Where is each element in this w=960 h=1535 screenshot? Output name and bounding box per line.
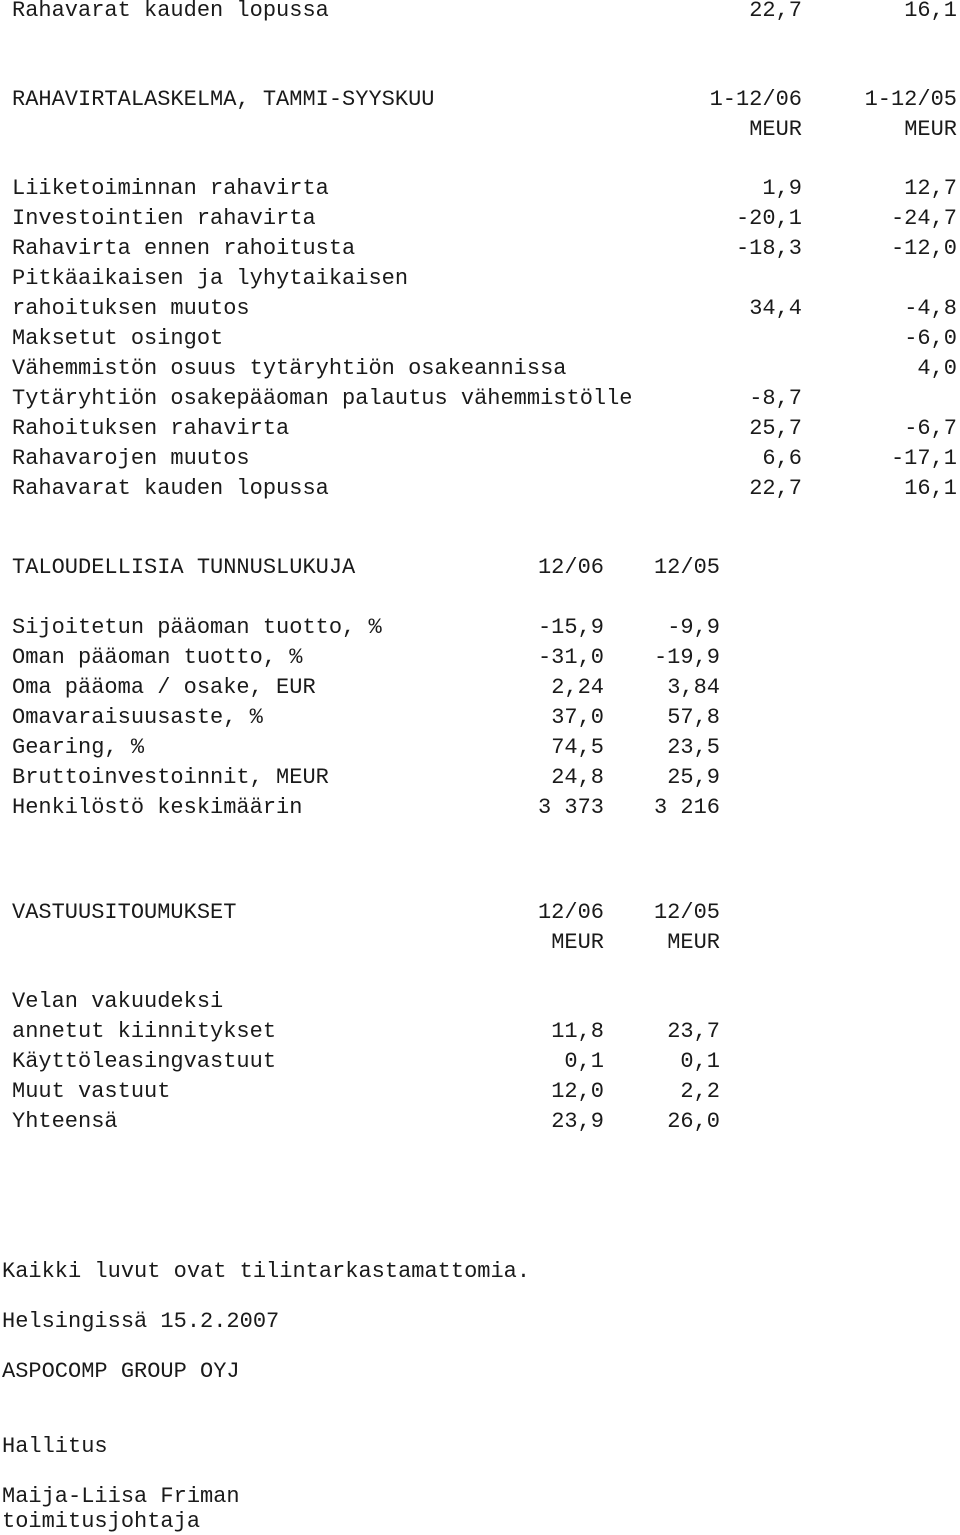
cashflow-col2-header: 1-12/05	[864, 87, 957, 112]
cashflow-row-value-05: -17,1	[890, 446, 957, 471]
cashflow-row-value-06: 34,4	[749, 296, 802, 321]
commitment-row-label: Muut vastuut	[12, 1079, 171, 1104]
commitment-row-value-05: 23,7	[667, 1019, 720, 1044]
commitment-row-label: annetut kiinnitykset	[12, 1019, 277, 1044]
cashflow-row-label: Pitkäaikaisen ja lyhytaikaisen	[12, 266, 409, 291]
commitment-row-value-06: 0,1	[564, 1049, 604, 1074]
ratios-col2-header: 12/05	[653, 555, 720, 580]
commitment-row-label: Käyttöleasingvastuut	[12, 1049, 277, 1074]
signer-title: toimitusjohtaja	[2, 1509, 201, 1534]
cashflow-row-value-06: -8,7	[749, 386, 802, 411]
cashflow-col1-unit: MEUR	[749, 117, 802, 142]
cashflow-col2-unit: MEUR	[904, 117, 957, 142]
cashflow-row-value-06: 6,6	[762, 446, 802, 471]
ratios-title: TALOUDELLISIA TUNNUSLUKUJA	[12, 555, 356, 580]
ratio-row-value-05: 23,5	[667, 735, 720, 760]
ratio-row-label: Oma pääoma / osake, EUR	[12, 675, 316, 700]
cashflow-row-value-05: -24,7	[890, 206, 957, 231]
ratio-row-value-06: 24,8	[551, 765, 604, 790]
commitments-col2-header: 12/05	[653, 900, 720, 925]
place-date: Helsingissä 15.2.2007	[2, 1309, 280, 1334]
audit-note: Kaikki luvut ovat tilintarkastamattomia.	[2, 1259, 531, 1284]
ratio-row-value-06: 37,0	[551, 705, 604, 730]
cashflow-row-label: Rahoituksen rahavirta	[12, 416, 290, 441]
ratio-row-value-06: -31,0	[537, 645, 604, 670]
ratio-row-value-05: -19,9	[653, 645, 720, 670]
top-row-value-05: 16,1	[904, 0, 957, 23]
top-row-label: Rahavarat kauden lopussa	[12, 0, 329, 23]
cashflow-row-label: Rahavarat kauden lopussa	[12, 476, 329, 501]
ratio-row-value-06: 74,5	[551, 735, 604, 760]
cashflow-col1-header: 1-12/06	[709, 87, 802, 112]
cashflow-row-value-05: 4,0	[917, 356, 957, 381]
cashflow-row-label: Rahavarojen muutos	[12, 446, 250, 471]
commitment-row-label: Yhteensä	[12, 1109, 118, 1134]
ratios-col1-header: 12/06	[537, 555, 604, 580]
cashflow-row-value-05: -6,0	[904, 326, 957, 351]
cashflow-row-value-06: 22,7	[749, 476, 802, 501]
cashflow-row-value-05: -4,8	[904, 296, 957, 321]
commitments-col1-unit: MEUR	[551, 930, 604, 955]
cashflow-title: RAHAVIRTALASKELMA, TAMMI-SYYSKUU	[12, 87, 435, 112]
ratio-row-label: Omavaraisuusaste, %	[12, 705, 263, 730]
ratio-row-value-06: 3 373	[537, 795, 604, 820]
ratio-row-value-05: 3,84	[667, 675, 720, 700]
cashflow-row-value-06: -20,1	[735, 206, 802, 231]
cashflow-row-value-06: 1,9	[762, 176, 802, 201]
commitment-row-value-05: 26,0	[667, 1109, 720, 1134]
cashflow-row-value-05: -12,0	[890, 236, 957, 261]
cashflow-row-label: Rahavirta ennen rahoitusta	[12, 236, 356, 261]
commitments-col2-unit: MEUR	[667, 930, 720, 955]
cashflow-row-value-05: 12,7	[904, 176, 957, 201]
commitments-title: VASTUUSITOUMUKSET	[12, 900, 237, 925]
commitment-row-value-05: 2,2	[680, 1079, 720, 1104]
cashflow-row-value-06: -18,3	[735, 236, 802, 261]
ratio-row-label: Henkilöstö keskimäärin	[12, 795, 303, 820]
cashflow-row-label: Vähemmistön osuus tytäryhtiön osakeannissa	[12, 356, 567, 381]
commitments-col1-header: 12/06	[537, 900, 604, 925]
cashflow-row-value-05: 16,1	[904, 476, 957, 501]
cashflow-row-label: Maksetut osingot	[12, 326, 224, 351]
cashflow-row-label: Investointien rahavirta	[12, 206, 316, 231]
cashflow-row-label: Liiketoiminnan rahavirta	[12, 176, 329, 201]
top-row-value-06: 22,7	[749, 0, 802, 23]
commitment-row-value-06: 11,8	[551, 1019, 604, 1044]
ratio-row-value-06: 2,24	[551, 675, 604, 700]
ratio-row-label: Oman pääoman tuotto, %	[12, 645, 303, 670]
ratio-row-label: Sijoitetun pääoman tuotto, %	[12, 615, 382, 640]
commitment-row-value-06: 23,9	[551, 1109, 604, 1134]
ratio-row-label: Bruttoinvestoinnit, MEUR	[12, 765, 329, 790]
ratio-row-value-05: 25,9	[667, 765, 720, 790]
ratio-row-value-05: 3 216	[653, 795, 720, 820]
commitment-row-label: Velan vakuudeksi	[12, 989, 224, 1014]
board-label: Hallitus	[2, 1434, 108, 1459]
cashflow-row-label: Tytäryhtiön osakepääoman palautus vähemmistölle	[12, 386, 633, 411]
ratio-row-value-05: 57,8	[667, 705, 720, 730]
cashflow-row-value-05: -6,7	[904, 416, 957, 441]
commitment-row-value-05: 0,1	[680, 1049, 720, 1074]
ratio-row-value-05: -9,9	[667, 615, 720, 640]
commitment-row-value-06: 12,0	[551, 1079, 604, 1104]
company-name: ASPOCOMP GROUP OYJ	[2, 1359, 240, 1384]
cashflow-row-value-06: 25,7	[749, 416, 802, 441]
ratio-row-label: Gearing, %	[12, 735, 145, 760]
ratio-row-value-06: -15,9	[537, 615, 604, 640]
cashflow-row-label: rahoituksen muutos	[12, 296, 250, 321]
signer-name: Maija-Liisa Friman	[2, 1484, 240, 1509]
